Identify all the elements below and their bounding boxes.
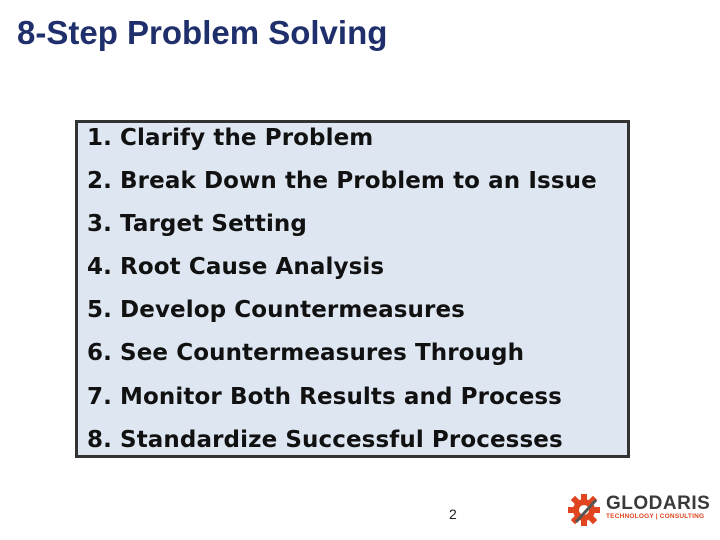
- step-2: 2. Break Down the Problem to an Issue: [87, 168, 597, 194]
- step-5: 5. Develop Countermeasures: [87, 297, 465, 323]
- company-logo: [566, 490, 711, 530]
- step-6: 6. See Countermeasures Through: [87, 340, 525, 366]
- step-1: 1. Clarify the Problem: [87, 125, 374, 151]
- step-3: 3. Target Setting: [87, 211, 307, 237]
- slide-title: 8-Step Problem Solving: [17, 14, 388, 51]
- logo-tagline: TECHNOLOGY | CONSULTING: [606, 513, 705, 520]
- logo-name: GLODARIS: [606, 493, 711, 514]
- gear-logo-icon: [566, 490, 604, 530]
- step-8: 8. Standardize Successful Processes: [87, 427, 563, 453]
- page-number: 2: [449, 506, 457, 522]
- step-7: 7. Monitor Both Results and Process: [87, 384, 562, 410]
- step-4: 4. Root Cause Analysis: [87, 254, 385, 280]
- steps-box: [75, 120, 630, 458]
